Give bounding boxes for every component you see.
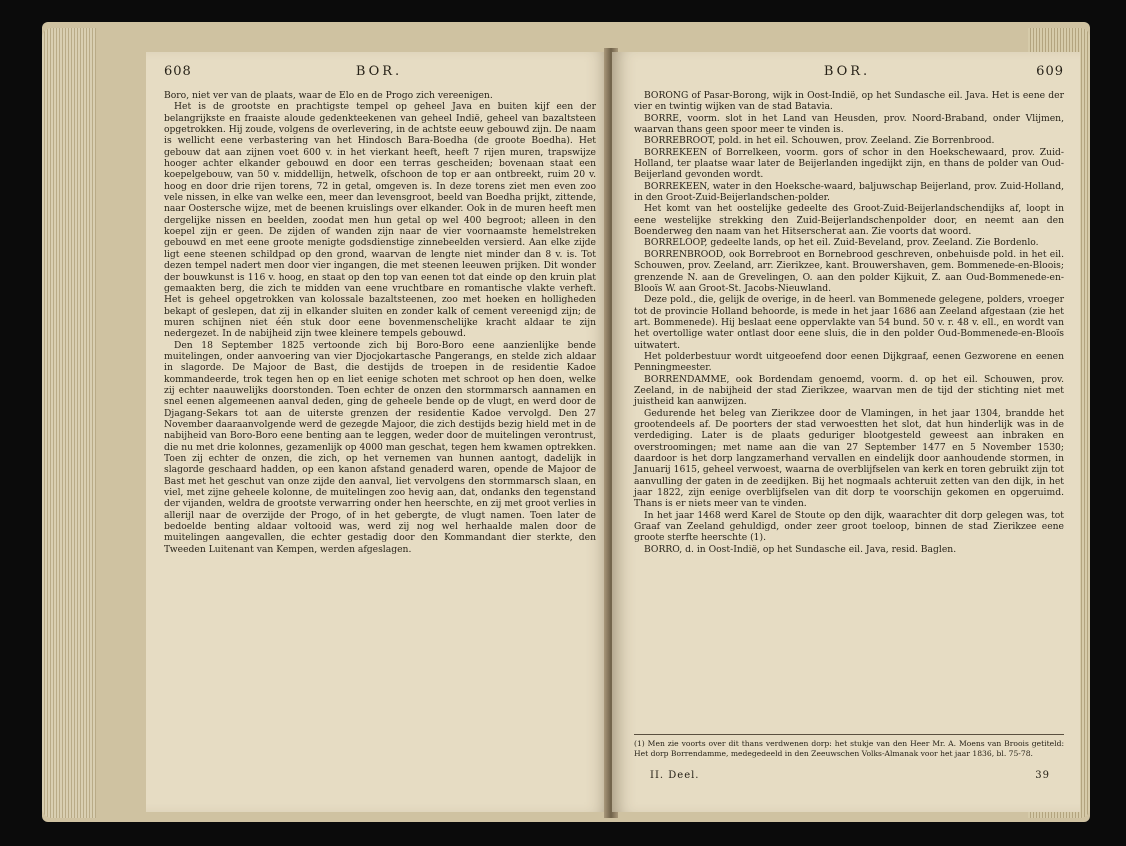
right-text-column [634,90,1064,555]
entry: BORREBROOT, pold. in het eil. Schouwen, prov. Zeeland. Zie Borrenbrood. [644,135,995,147]
footnote: (1) Men zie voorts over dit thans verdwenen dorp: het stukje van den Heer Mr. A. Moens van Broois getiteld: Het dorp Borrendamme, medegedeeld in den Zeeuwschen Volks-Almanak voor het jaar 1836, bl. 75-78. [634,734,1064,758]
right-page [612,52,1080,812]
volume-signature: II. Deel. [650,770,700,781]
page-edges-left [42,28,96,818]
right-page-header [630,64,1064,86]
entry: BORREKEEN of Borrelkeen, voorm. gors of schor in den Hoekschewaard, prov. Zuid-Holland, ter plaatse waar later de Beijerlanden ingedijkt zijn, en thans de polder van Oud-Beijerland gevonden wordt. [634,146,1064,181]
entry: BORRENBROOD, ook Borrebroot en Bornebrood geschreven, onbehuisde pold. in het eil. Schouwen, prov. Zeeland, arr. Zierikzee, kant. Brouwershaven, gem. Bommenede-en-Bloois; grenzende N. aan de Grevelingen, O. aan den polder Kijkuit, Z. aan Oud-Bommenede-en-Blooïs W. aan Groot-St. Jacobs-Nieuwland. [634,248,1064,294]
entry: BORRENDAMME, ook Bordendam genoemd, voorm. d. op het eil. Schouwen, prov. Zeeland, in de nabijheid der stad Zierikzee, waarvan men de tijd der stichting niet met juistheid kan aanwijzen. [634,373,1064,408]
left-page [146,52,610,812]
entry: Het komt van het oostelijke gedeelte des Groot-Zuid-Beijerlandschendijks af, loopt in eene westelijke strekking den Zuid-Beijerlandschenpolder door, en neemt aan den Boenderweg den naam van het Hitserscheгat aan. Zie voorts dat woord. [634,203,1064,238]
entry: BORRELOOP, gedeelte lands, op het eil. Zuid-Beveland, prov. Zeeland. Zie Bordenlo. [644,237,1039,249]
right-running-head: BOR. [823,64,871,79]
paragraph: Den 18 September 1825 vertoonde zich bij Boro-Boro eene aanzienlijke bende muitelingen, onder aanvoering van vier Djocjokartasche Pangerangs, en stelde zich aldaar in slagorde. De Majoor de Bast, die destijds de troepen in de residentie Kadoe kommandeerde, trok tegen hen op en liet eenige schoten met schroot op hen doen, welke zij echter naauwelijks doorstonden. Toen echter de onzen den stormmarsch aannamen en snel eenen algemeenen aanval deden, ging de geheele bende op de vlugt, en werd door de Djagang-Sekars tot aan de uiterste grenzen der residentie Kadoe vervolgd. Den 27 November daaraanvolgende werd de gezegde Majoor, die zich destijds bezig hield met in de nabijheid van Boro-Boro eene benting aan te leggen, weder door de muitelingen verontrust, die nu met drie kolonnes, gezamenlijk op 4000 man geschat, tegen hem kwamen optrekken. Toen zij echter de onzen, die zich, op het vernemen van hunnen aantogt, dadelijk in slagorde geschaard hadden, op een kanon afstand genaderd waren, opende de Majoor de Bast met het geschut van onze zijde den aanval, liet vervolgens den stormmarsch slaan, en viel, met zijne geheele kolonne, de muitelingen zoo hevig aan, dat, ondanks den tegenstand der vijanden, weldra de grootste verwarring onder hen heerschte, en zij met groot verlies in allerijl naar de overzijde der Progo, of in het gebergte, de vlugt namen. Toen later de bedoelde benting aldaar voltooid was, werd zij nog wel herhaalde malen door de muitelingen aangevallen, die echter gestadig door den Kommandant dier sterkte, den Tweeden Luitenant van Kempen, werden afgeslagen. [164,339,596,555]
entry: BORREKEEN, water in den Hoeksche-waard, baljuwschap Beijerland, prov. Zuid-Holland, in den Groot-Zuid-Beijerlandschen-polder. [634,180,1064,204]
entry: Gedurende het beleg van Zierikzee door de Vlamingen, in het jaar 1304, brandde het grootendeels af. De poorters der stad verwoestten het slot, dat hun hinderlijk was in de verdediging. Later is de plaats geduriger blootgesteld geweest aan inbraken en overstroomingen; met name aan die van 27 September 1477 en 5 November 1530; daardoor is het dorp langzamerhand vervallen en eindelijk door aanhoudende stormen, in Januarij 1615, geheel verwoest, waarna de overblijfselen van kerk en toren gebruikt zijn tot aanvulling der gaten in de zeedijken. Bij het nogmaals achteruit zetten van den dijk, in het jaar 1822, zijn eenige overblijfselen van dit dorp te voorschijn gekomen en opgeruimd. Thans is er niets meer van te vinden. [634,407,1064,510]
entry: In het jaar 1468 werd Karel de Stoute op den dijk, waarachter dit dorp gelegen was, tot Graaf van Zeeland gehuldigd, onder zeer groot toeloop, binnen de stad Zierikzee eene groote sterfte heerschte (1). [634,509,1064,544]
left-page-number: 608 [164,64,192,79]
paragraph: Boro, niet ver van de plaats, waar de Elo en de Progo zich vereenigen. [164,90,493,101]
left-page-header [164,64,594,86]
entry: Het polderbestuur wordt uitgeoefend door eenen Dijkgraaf, eenen Gezworene en eenen Penningmeester. [634,350,1064,374]
open-book [42,22,1090,822]
entry: BORRO, d. in Oost-Indië, op het Sundasche eil. Java, resid. Baglen. [644,543,957,555]
right-page-number: 609 [1036,64,1064,79]
entry: Deze pold., die, gelijk de overige, in de heerl. van Bommenede gelegene, polders, vroeger tot de provincie Holland behoorde, is mede in het jaar 1686 aan Zeeland afgestaan (zie het art. Bommenede). Hij beslaat eene oppervlakte van 54 bund. 50 v. r. 48 v. ell., en wordt van het overtollige water ontlast door eene sluis, die in den polder Oud-Bommenede-en-Blooïs uitwatert. [634,294,1064,351]
gathering-number: 39 [1035,770,1050,781]
paragraph: Het is de grootste en prachtigste tempel op geheel Java en buiten kijf een der belangrijkste en fraaiste aloude gedenkteekenen van geheel Indië, geheel van bazaltsteen opgetrokken. Hij zoude, volgens de overlevering, in de achtste eeuw gebouwd zijn. De naam is wellicht eene verbastering van het Hindosch Bara-Boedha (de groote Boedha). Het gebouw dat aan zijnen voet 600 v. in het vierkant heeft, heeft 7 rijen muren, trapswijze hooger achter elkander gebouwd en door een terras gescheiden; bovenaan staat een koepelgebouw, van 50 v. middellijn, hetwelk, ofschoon de top er aan ontbreekt, ruim 20 v. hoog en door drie rijen torens, 72 in getal, omgeven is. In deze torens ziet men even zoo vele nissen, in elke van welke een, meer dan levensgroot, beeld van Boedha prijkt, zittende, naar Oostersche wijze, met de beenen kruislings over elkander. Ook in de muren heeft men dergelijke nissen en beelden, zoodat men hun getal op wel 400 begroot; alleen in den koepel zijn er geen. De zijden of wanden zijn naar de vier voornaamste hemelstreken gebouwd en met eene groote menigte godsdienstige zinnebeelden versierd. Aan elke zijde ligt eene steenen schildpad op den grond, waarvan de lengte niet minder dan 8 v. is. Tot dezen tempel nadert men door vier ingangen, die met steenen leeuwen prijken. Dit wonder der bouwkunst is 116 v. hoog, en staat op den top van eenen tot dat einde op den kruin plat gemaakten berg, die zich te midden van eene vruchtbare en romantische vlakte verheft. Het is geheel opgetrokken van kolossale bazaltsteenen, zoo met hoeken en holligheden bekapt of geslepen, dat zij in elkander sluiten en zonder kalk of cement vereenigd zijn; de muren schijnen niet één stuk door eene bovenmenschelijke kracht aldaar te zijn nedergezet. In de nabijheid zijn twee kleinere tempels gebouwd. [164,101,596,340]
left-running-head: BOR. [355,64,403,79]
entry: BORRE, voorm. slot in het Land van Heusden, prov. Noord-Braband, onder Vlijmen, waarvan thans geen spoor meer te vinden is. [634,112,1064,136]
entry: BORONG of Pasar-Borong, wijk in Oost-Indië, op het Sundasche eil. Java. Het is eene der vier en twintig wijken van de stad Batavia. [634,90,1064,113]
left-text-column [164,90,596,555]
